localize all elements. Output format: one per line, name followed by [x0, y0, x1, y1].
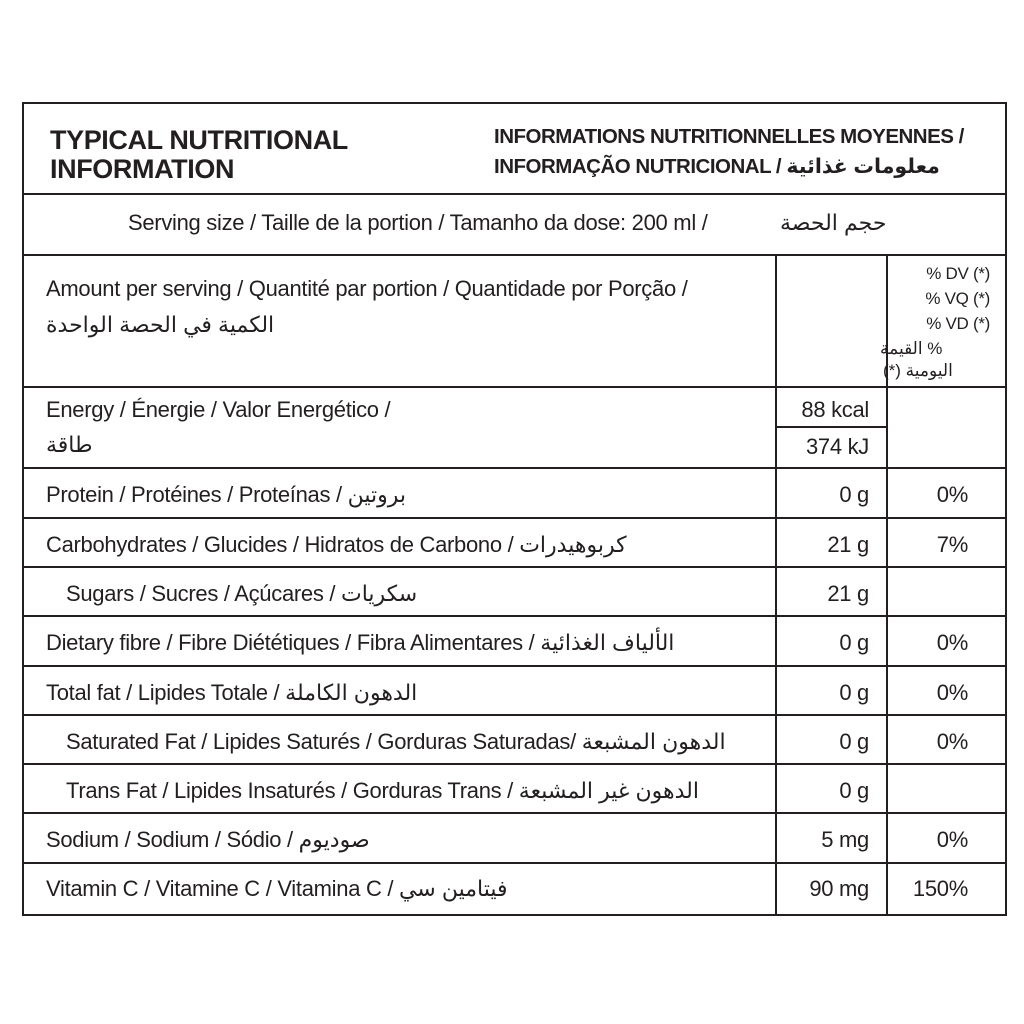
dv-header-line: % DV (*) [926, 264, 990, 283]
nutrient-label-vitamin-c: Vitamin C / Vitamine C / Vitamina C / فيتامين سي [46, 876, 508, 901]
dv-header-line: % VD (*) [926, 314, 990, 333]
nutrient-dv-carbohydrates: 7% [936, 532, 968, 557]
nutrient-amount-carbohydrates: 21 g [827, 532, 869, 557]
alt-title-line-1: INFORMATIONS NUTRITIONNELLES MOYENNES / [494, 125, 964, 148]
energy-label-arabic: طاقة [46, 432, 93, 457]
dv-header-line-arabic: اليومية (*) [883, 361, 953, 380]
nutrient-amount-sugars: 21 g [827, 581, 869, 606]
divider [24, 862, 1005, 864]
nutrient-dv-vitamin-c: 150% [912, 876, 968, 901]
nutrient-amount-trans-fat: 0 g [839, 778, 869, 803]
nutrition-facts-panel [22, 102, 1007, 916]
amount-per-serving-label: Amount per serving / Quantité par portion / Quantidade por Porção / [46, 276, 688, 301]
divider [24, 193, 1005, 195]
dv-header-line: % VQ (*) [925, 289, 990, 308]
energy-kcal: 88 kcal [801, 397, 869, 422]
nutrient-dv-sodium: 0% [936, 827, 968, 852]
nutrient-label-sugars: Sugars / Sucres / Açúcares / سكريات [66, 581, 418, 606]
divider [24, 517, 1005, 519]
nutrient-amount-protein: 0 g [839, 482, 869, 507]
nutrient-label-sodium: Sodium / Sodium / Sódio / صوديوم [46, 827, 370, 852]
divider [24, 254, 1005, 256]
energy-divider [777, 426, 886, 428]
nutrient-dv-saturated-fat: 0% [936, 729, 968, 754]
title-line-1: TYPICAL NUTRITIONAL [50, 125, 348, 155]
title-line-2: INFORMATION [50, 154, 235, 184]
nutrient-amount-dietary-fibre: 0 g [839, 630, 869, 655]
nutrient-label-carbohydrates: Carbohydrates / Glucides / Hidratos de Carbono / كربوهيدرات [46, 532, 627, 557]
divider [24, 615, 1005, 617]
nutrient-label-trans-fat: Trans Fat / Lipides Insaturés / Gorduras Trans / الدهون غير المشبعة [66, 778, 699, 803]
serving-size-text: Serving size / Taille de la portion / Tamanho da dose: 200 ml / [128, 210, 708, 235]
divider [24, 566, 1005, 568]
nutrient-amount-sodium: 5 mg [821, 827, 869, 852]
dv-header-line-arabic: % القيمة [880, 339, 943, 358]
energy-label: Energy / Énergie / Valor Energético / [46, 397, 391, 422]
nutrient-dv-dietary-fibre: 0% [936, 630, 968, 655]
divider [24, 812, 1005, 814]
divider [24, 467, 1005, 469]
nutrient-dv-protein: 0% [936, 482, 968, 507]
nutrient-label-saturated-fat: Saturated Fat / Lipides Saturés / Gorduras Saturadas/ الدهون المشبعة [66, 729, 726, 754]
energy-kj: 374 kJ [805, 434, 869, 459]
nutrient-label-protein: Protein / Protéines / Proteínas / بروتين [46, 482, 407, 507]
nutrient-dv-total-fat: 0% [936, 680, 968, 705]
nutrient-amount-vitamin-c: 90 mg [809, 876, 869, 901]
nutrient-label-dietary-fibre: Dietary fibre / Fibre Diététiques / Fibra Alimentares / الألياف الغذائية [46, 630, 675, 655]
nutrient-amount-saturated-fat: 0 g [839, 729, 869, 754]
nutrient-amount-total-fat: 0 g [839, 680, 869, 705]
divider [24, 665, 1005, 667]
divider [24, 714, 1005, 716]
divider [24, 763, 1005, 765]
amount-per-serving-arabic: الكمية في الحصة الواحدة [46, 312, 275, 337]
alt-title-line-2: INFORMAÇÃO NUTRICIONAL / معلومات غذائية [494, 155, 940, 178]
nutrient-label-total-fat: Total fat / Lipides Totale / الدهون الكاملة [46, 680, 418, 705]
divider [24, 386, 1005, 388]
serving-size-arabic: حجم الحصة [780, 210, 887, 235]
